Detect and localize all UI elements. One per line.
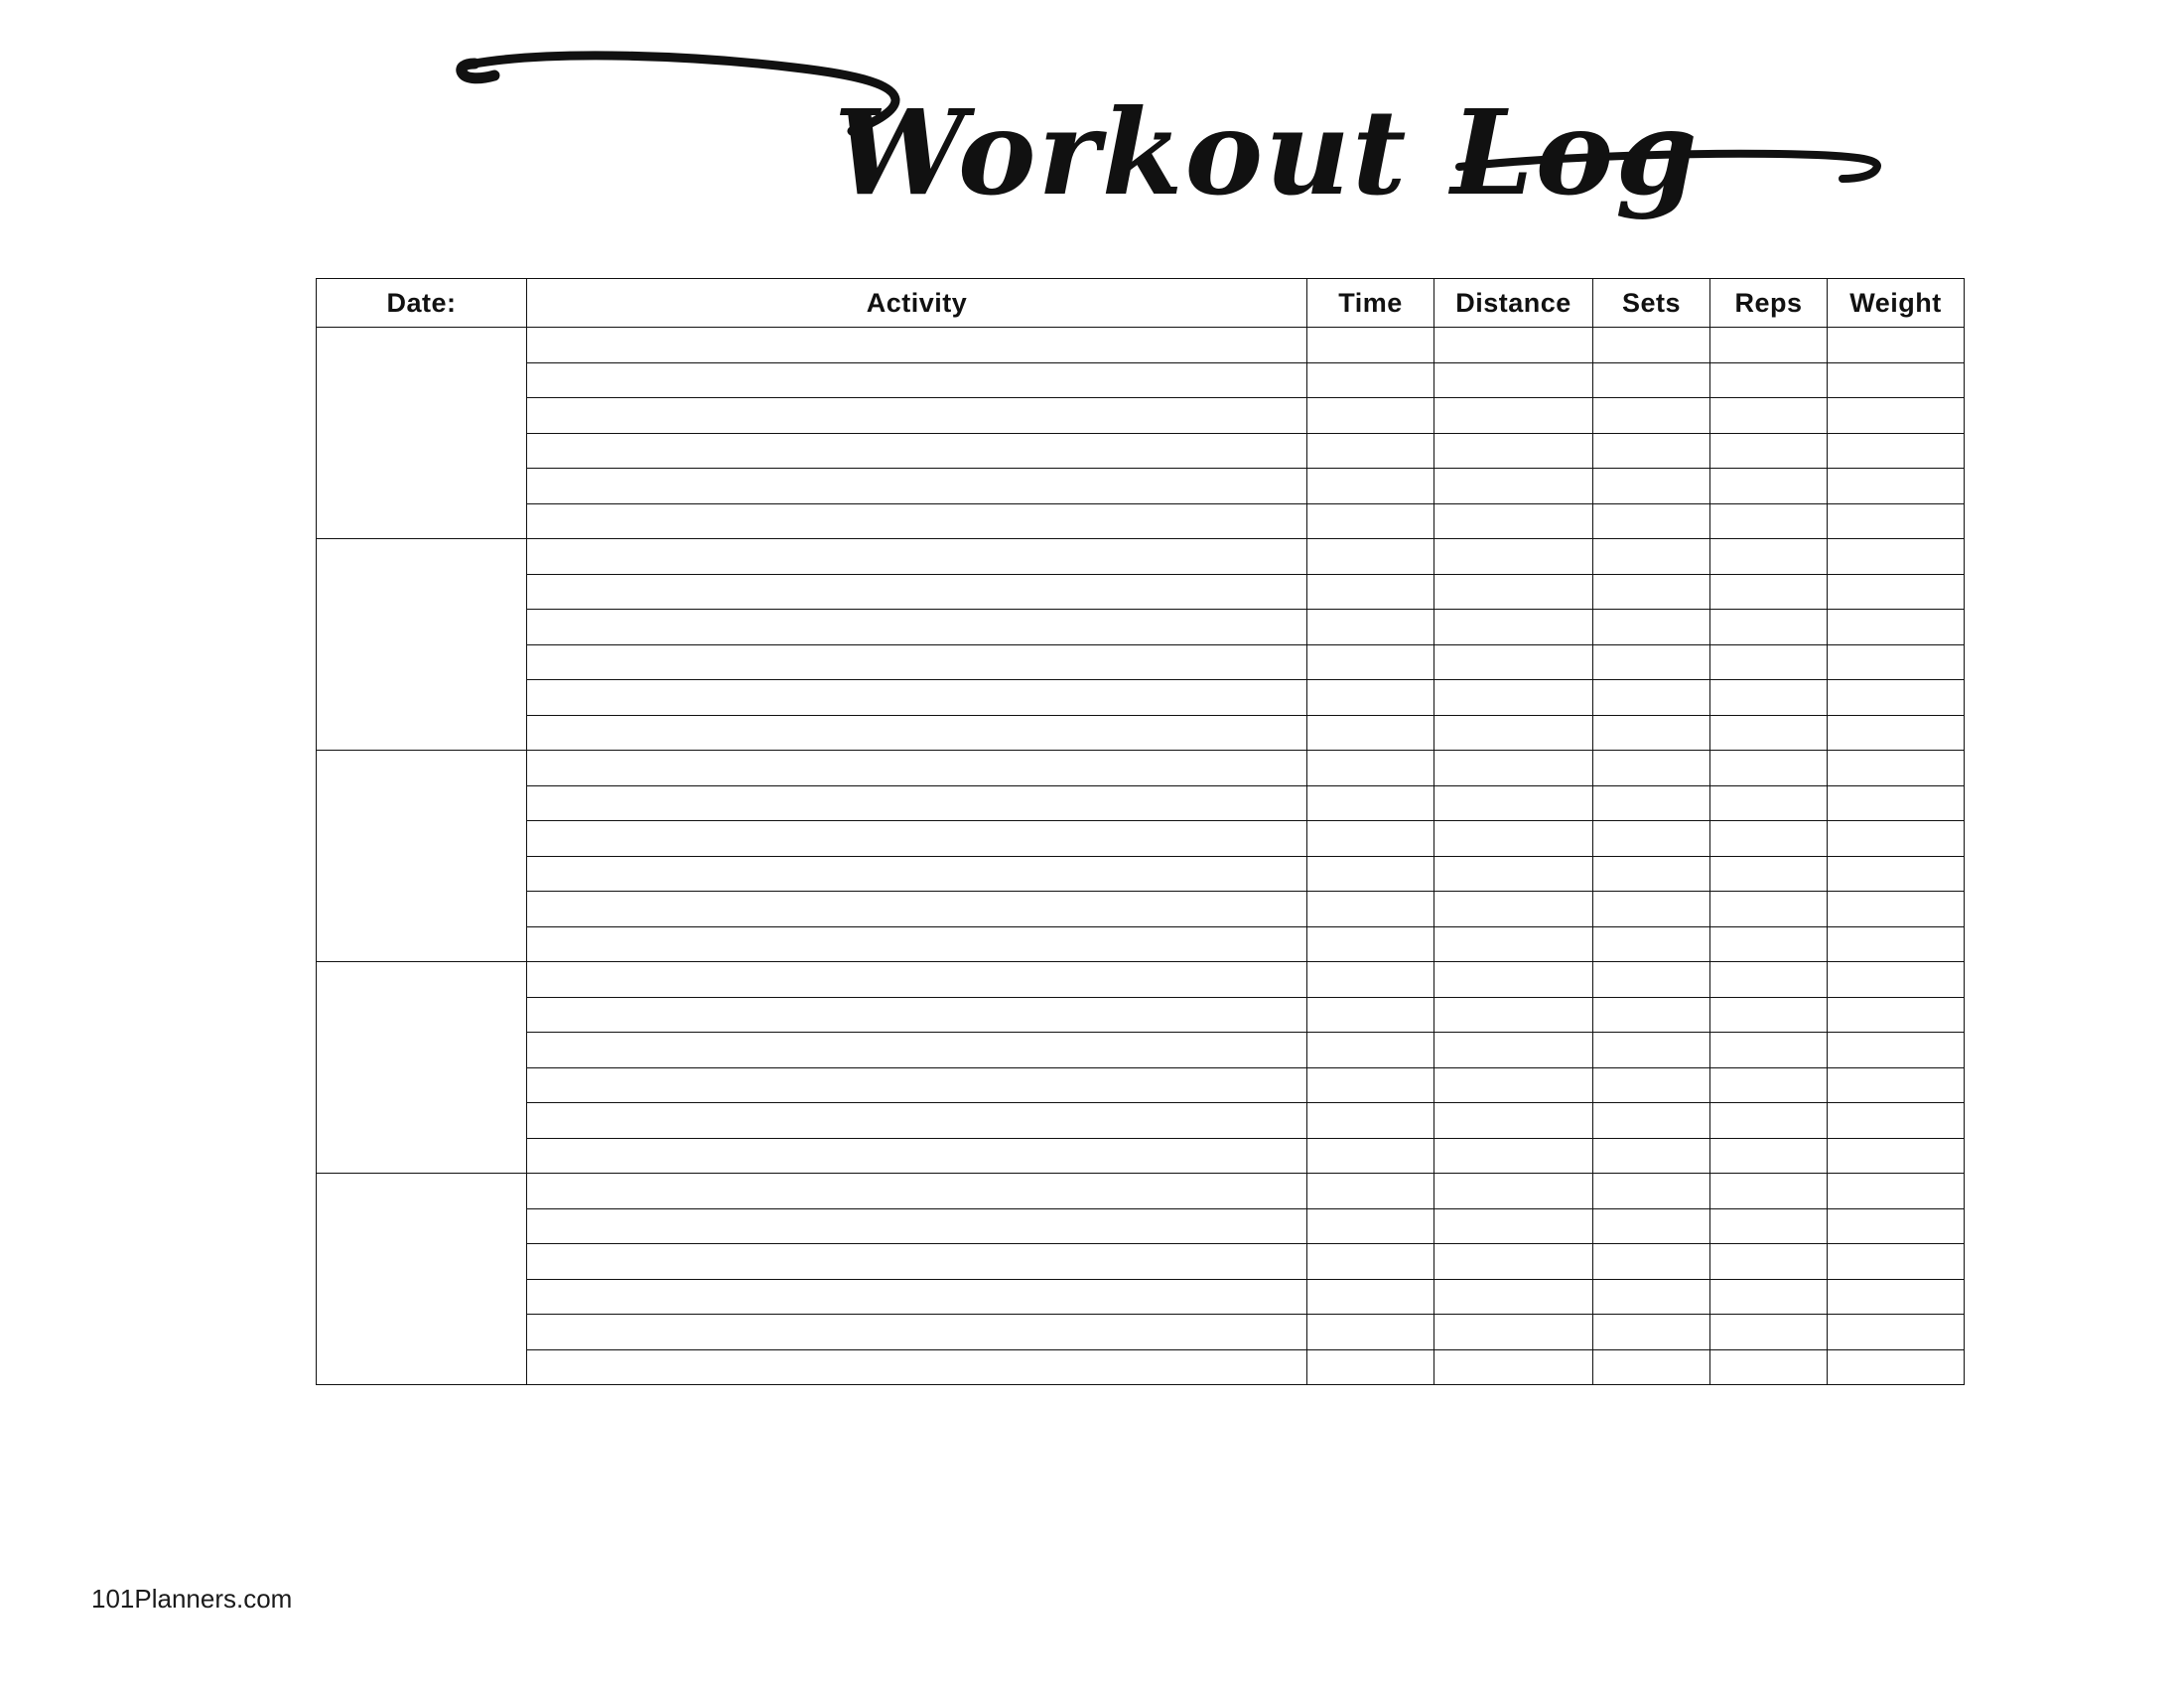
sets-cell[interactable] xyxy=(1593,503,1710,539)
time-cell[interactable] xyxy=(1307,892,1434,927)
distance-cell[interactable] xyxy=(1434,1103,1593,1139)
time-cell[interactable] xyxy=(1307,539,1434,575)
activity-cell[interactable] xyxy=(527,433,1307,469)
distance-cell[interactable] xyxy=(1434,362,1593,398)
distance-cell[interactable] xyxy=(1434,574,1593,610)
table-row xyxy=(317,1315,1965,1350)
distance-cell[interactable] xyxy=(1434,1033,1593,1068)
weight-cell[interactable] xyxy=(1828,1349,1965,1385)
activity-cell[interactable] xyxy=(527,926,1307,962)
weight-cell[interactable] xyxy=(1828,856,1965,892)
time-cell[interactable] xyxy=(1307,1174,1434,1209)
sets-cell[interactable] xyxy=(1593,751,1710,786)
distance-cell[interactable] xyxy=(1434,1208,1593,1244)
page-header xyxy=(0,20,2184,248)
reps-cell[interactable] xyxy=(1710,856,1828,892)
time-cell[interactable] xyxy=(1307,433,1434,469)
reps-cell[interactable] xyxy=(1710,1067,1828,1103)
reps-cell[interactable] xyxy=(1710,997,1828,1033)
table-row xyxy=(317,892,1965,927)
table-row xyxy=(317,503,1965,539)
table-row xyxy=(317,821,1965,857)
sets-cell[interactable] xyxy=(1593,1315,1710,1350)
time-cell[interactable] xyxy=(1307,962,1434,998)
distance-cell[interactable] xyxy=(1434,433,1593,469)
column-header-sets: Sets xyxy=(1593,279,1710,328)
time-cell[interactable] xyxy=(1307,1033,1434,1068)
weight-cell[interactable] xyxy=(1828,433,1965,469)
activity-cell[interactable] xyxy=(527,469,1307,504)
sets-cell[interactable] xyxy=(1593,1174,1710,1209)
activity-cell[interactable] xyxy=(527,821,1307,857)
time-cell[interactable] xyxy=(1307,644,1434,680)
title-artwork xyxy=(0,20,2184,248)
reps-cell[interactable] xyxy=(1710,1138,1828,1174)
brush-stroke-left xyxy=(475,56,895,131)
activity-cell[interactable] xyxy=(527,856,1307,892)
reps-cell[interactable] xyxy=(1710,785,1828,821)
page-title: Workout Log xyxy=(834,83,1700,221)
time-cell[interactable] xyxy=(1307,785,1434,821)
weight-cell[interactable] xyxy=(1828,1279,1965,1315)
time-cell[interactable] xyxy=(1307,503,1434,539)
distance-cell[interactable] xyxy=(1434,1244,1593,1280)
activity-cell[interactable] xyxy=(527,1033,1307,1068)
table-row xyxy=(317,398,1965,434)
activity-cell[interactable] xyxy=(527,362,1307,398)
sets-cell[interactable] xyxy=(1593,997,1710,1033)
activity-cell[interactable] xyxy=(527,715,1307,751)
reps-cell[interactable] xyxy=(1710,1279,1828,1315)
table-row xyxy=(317,856,1965,892)
reps-cell[interactable] xyxy=(1710,1315,1828,1350)
activity-cell[interactable] xyxy=(527,1349,1307,1385)
sets-cell[interactable] xyxy=(1593,1244,1710,1280)
time-cell[interactable] xyxy=(1307,751,1434,786)
distance-cell[interactable] xyxy=(1434,610,1593,645)
activity-cell[interactable] xyxy=(527,1244,1307,1280)
reps-cell[interactable] xyxy=(1710,1103,1828,1139)
weight-cell[interactable] xyxy=(1828,644,1965,680)
table-row xyxy=(317,1067,1965,1103)
table-row xyxy=(317,362,1965,398)
weight-cell[interactable] xyxy=(1828,398,1965,434)
weight-cell[interactable] xyxy=(1828,1033,1965,1068)
weight-cell[interactable] xyxy=(1828,892,1965,927)
date-block xyxy=(317,751,1965,962)
reps-cell[interactable] xyxy=(1710,751,1828,786)
date-block xyxy=(317,539,1965,751)
distance-cell[interactable] xyxy=(1434,962,1593,998)
distance-cell[interactable] xyxy=(1434,1279,1593,1315)
distance-cell[interactable] xyxy=(1434,644,1593,680)
sets-cell[interactable] xyxy=(1593,574,1710,610)
column-header-reps: Reps xyxy=(1710,279,1828,328)
table-row xyxy=(317,1279,1965,1315)
sets-cell[interactable] xyxy=(1593,785,1710,821)
sets-cell[interactable] xyxy=(1593,1349,1710,1385)
table-row xyxy=(317,1349,1965,1385)
time-cell[interactable] xyxy=(1307,328,1434,363)
sets-cell[interactable] xyxy=(1593,1138,1710,1174)
weight-cell[interactable] xyxy=(1828,1067,1965,1103)
weight-cell[interactable] xyxy=(1828,821,1965,857)
table-row xyxy=(317,1174,1965,1209)
table-row xyxy=(317,1244,1965,1280)
table-row xyxy=(317,680,1965,716)
table-header xyxy=(317,279,1965,328)
reps-cell[interactable] xyxy=(1710,715,1828,751)
table-row xyxy=(317,328,1965,363)
activity-cell[interactable] xyxy=(527,1138,1307,1174)
activity-cell[interactable] xyxy=(527,1208,1307,1244)
column-header-activity: Activity xyxy=(527,279,1307,328)
time-cell[interactable] xyxy=(1307,1279,1434,1315)
weight-cell[interactable] xyxy=(1828,1103,1965,1139)
sets-cell[interactable] xyxy=(1593,715,1710,751)
time-cell[interactable] xyxy=(1307,1067,1434,1103)
sets-cell[interactable] xyxy=(1593,610,1710,645)
distance-cell[interactable] xyxy=(1434,997,1593,1033)
sets-cell[interactable] xyxy=(1593,680,1710,716)
activity-cell[interactable] xyxy=(527,680,1307,716)
reps-cell[interactable] xyxy=(1710,469,1828,504)
time-cell[interactable] xyxy=(1307,1103,1434,1139)
distance-cell[interactable] xyxy=(1434,1174,1593,1209)
activity-cell[interactable] xyxy=(527,1103,1307,1139)
time-cell[interactable] xyxy=(1307,398,1434,434)
distance-cell[interactable] xyxy=(1434,751,1593,786)
column-header-weight: Weight xyxy=(1828,279,1965,328)
date-block xyxy=(317,962,1965,1174)
reps-cell[interactable] xyxy=(1710,574,1828,610)
sets-cell[interactable] xyxy=(1593,1067,1710,1103)
weight-cell[interactable] xyxy=(1828,1208,1965,1244)
table-row xyxy=(317,469,1965,504)
distance-cell[interactable] xyxy=(1434,1349,1593,1385)
reps-cell[interactable] xyxy=(1710,892,1828,927)
sets-cell[interactable] xyxy=(1593,539,1710,575)
activity-cell[interactable] xyxy=(527,398,1307,434)
distance-cell[interactable] xyxy=(1434,785,1593,821)
activity-cell[interactable] xyxy=(527,539,1307,575)
column-header-time: Time xyxy=(1307,279,1434,328)
table-row xyxy=(317,715,1965,751)
reps-cell[interactable] xyxy=(1710,433,1828,469)
weight-cell[interactable] xyxy=(1828,1174,1965,1209)
date-cell[interactable] xyxy=(317,1174,527,1385)
distance-cell[interactable] xyxy=(1434,328,1593,363)
date-cell[interactable] xyxy=(317,751,527,962)
time-cell[interactable] xyxy=(1307,1315,1434,1350)
time-cell[interactable] xyxy=(1307,926,1434,962)
sets-cell[interactable] xyxy=(1593,1279,1710,1315)
activity-cell[interactable] xyxy=(527,610,1307,645)
table-row xyxy=(317,751,1965,786)
time-cell[interactable] xyxy=(1307,362,1434,398)
table-row xyxy=(317,1103,1965,1139)
weight-cell[interactable] xyxy=(1828,1138,1965,1174)
table-row xyxy=(317,433,1965,469)
weight-cell[interactable] xyxy=(1828,962,1965,998)
weight-cell[interactable] xyxy=(1828,328,1965,363)
activity-cell[interactable] xyxy=(527,997,1307,1033)
activity-cell[interactable] xyxy=(527,1174,1307,1209)
sets-cell[interactable] xyxy=(1593,926,1710,962)
time-cell[interactable] xyxy=(1307,715,1434,751)
weight-cell[interactable] xyxy=(1828,610,1965,645)
sets-cell[interactable] xyxy=(1593,433,1710,469)
distance-cell[interactable] xyxy=(1434,821,1593,857)
distance-cell[interactable] xyxy=(1434,926,1593,962)
sets-cell[interactable] xyxy=(1593,398,1710,434)
distance-cell[interactable] xyxy=(1434,680,1593,716)
sets-cell[interactable] xyxy=(1593,856,1710,892)
distance-cell[interactable] xyxy=(1434,469,1593,504)
table-row xyxy=(317,1033,1965,1068)
weight-cell[interactable] xyxy=(1828,503,1965,539)
reps-cell[interactable] xyxy=(1710,962,1828,998)
reps-cell[interactable] xyxy=(1710,680,1828,716)
activity-cell[interactable] xyxy=(527,1067,1307,1103)
time-cell[interactable] xyxy=(1307,610,1434,645)
table-header-row xyxy=(317,279,1965,328)
distance-cell[interactable] xyxy=(1434,856,1593,892)
sets-cell[interactable] xyxy=(1593,1033,1710,1068)
table-row xyxy=(317,644,1965,680)
workout-log-table xyxy=(316,278,1965,1385)
activity-cell[interactable] xyxy=(527,644,1307,680)
sets-cell[interactable] xyxy=(1593,1208,1710,1244)
time-cell[interactable] xyxy=(1307,1208,1434,1244)
distance-cell[interactable] xyxy=(1434,715,1593,751)
table-row xyxy=(317,1138,1965,1174)
distance-cell[interactable] xyxy=(1434,892,1593,927)
activity-cell[interactable] xyxy=(527,1315,1307,1350)
weight-cell[interactable] xyxy=(1828,574,1965,610)
reps-cell[interactable] xyxy=(1710,644,1828,680)
reps-cell[interactable] xyxy=(1710,1174,1828,1209)
sets-cell[interactable] xyxy=(1593,469,1710,504)
distance-cell[interactable] xyxy=(1434,539,1593,575)
distance-cell[interactable] xyxy=(1434,1138,1593,1174)
time-cell[interactable] xyxy=(1307,680,1434,716)
weight-cell[interactable] xyxy=(1828,997,1965,1033)
reps-cell[interactable] xyxy=(1710,1033,1828,1068)
distance-cell[interactable] xyxy=(1434,503,1593,539)
table-row xyxy=(317,962,1965,998)
reps-cell[interactable] xyxy=(1710,1208,1828,1244)
column-header-date: Date: xyxy=(317,279,527,328)
sets-cell[interactable] xyxy=(1593,1103,1710,1139)
date-cell[interactable] xyxy=(317,539,527,751)
activity-cell[interactable] xyxy=(527,892,1307,927)
weight-cell[interactable] xyxy=(1828,785,1965,821)
date-cell[interactable] xyxy=(317,328,527,539)
table-row xyxy=(317,539,1965,575)
weight-cell[interactable] xyxy=(1828,1244,1965,1280)
weight-cell[interactable] xyxy=(1828,926,1965,962)
date-cell[interactable] xyxy=(317,962,527,1174)
reps-cell[interactable] xyxy=(1710,398,1828,434)
sets-cell[interactable] xyxy=(1593,962,1710,998)
sets-cell[interactable] xyxy=(1593,362,1710,398)
date-block xyxy=(317,328,1965,539)
activity-cell[interactable] xyxy=(527,785,1307,821)
time-cell[interactable] xyxy=(1307,856,1434,892)
sets-cell[interactable] xyxy=(1593,328,1710,363)
column-header-distance: Distance xyxy=(1434,279,1593,328)
activity-cell[interactable] xyxy=(527,962,1307,998)
table-row xyxy=(317,997,1965,1033)
table-row xyxy=(317,785,1965,821)
table-row xyxy=(317,610,1965,645)
weight-cell[interactable] xyxy=(1828,715,1965,751)
reps-cell[interactable] xyxy=(1710,1349,1828,1385)
reps-cell[interactable] xyxy=(1710,821,1828,857)
time-cell[interactable] xyxy=(1307,574,1434,610)
reps-cell[interactable] xyxy=(1710,1244,1828,1280)
sets-cell[interactable] xyxy=(1593,821,1710,857)
date-block xyxy=(317,1174,1965,1385)
time-cell[interactable] xyxy=(1307,1138,1434,1174)
time-cell[interactable] xyxy=(1307,469,1434,504)
time-cell[interactable] xyxy=(1307,821,1434,857)
activity-cell[interactable] xyxy=(527,328,1307,363)
time-cell[interactable] xyxy=(1307,1349,1434,1385)
weight-cell[interactable] xyxy=(1828,469,1965,504)
weight-cell[interactable] xyxy=(1828,680,1965,716)
table-row xyxy=(317,574,1965,610)
time-cell[interactable] xyxy=(1307,1244,1434,1280)
activity-cell[interactable] xyxy=(527,1279,1307,1315)
workout-log-table-container xyxy=(316,278,1964,1385)
weight-cell[interactable] xyxy=(1828,1315,1965,1350)
reps-cell[interactable] xyxy=(1710,539,1828,575)
footer-credit: 101Planners.com xyxy=(91,1584,293,1614)
weight-cell[interactable] xyxy=(1828,751,1965,786)
weight-cell[interactable] xyxy=(1828,539,1965,575)
time-cell[interactable] xyxy=(1307,997,1434,1033)
activity-cell[interactable] xyxy=(527,574,1307,610)
reps-cell[interactable] xyxy=(1710,926,1828,962)
reps-cell[interactable] xyxy=(1710,610,1828,645)
reps-cell[interactable] xyxy=(1710,362,1828,398)
reps-cell[interactable] xyxy=(1710,503,1828,539)
table-row xyxy=(317,1208,1965,1244)
table-row xyxy=(317,926,1965,962)
activity-cell[interactable] xyxy=(527,751,1307,786)
sets-cell[interactable] xyxy=(1593,644,1710,680)
activity-cell[interactable] xyxy=(527,503,1307,539)
weight-cell[interactable] xyxy=(1828,362,1965,398)
distance-cell[interactable] xyxy=(1434,1067,1593,1103)
reps-cell[interactable] xyxy=(1710,328,1828,363)
distance-cell[interactable] xyxy=(1434,1315,1593,1350)
sets-cell[interactable] xyxy=(1593,892,1710,927)
distance-cell[interactable] xyxy=(1434,398,1593,434)
